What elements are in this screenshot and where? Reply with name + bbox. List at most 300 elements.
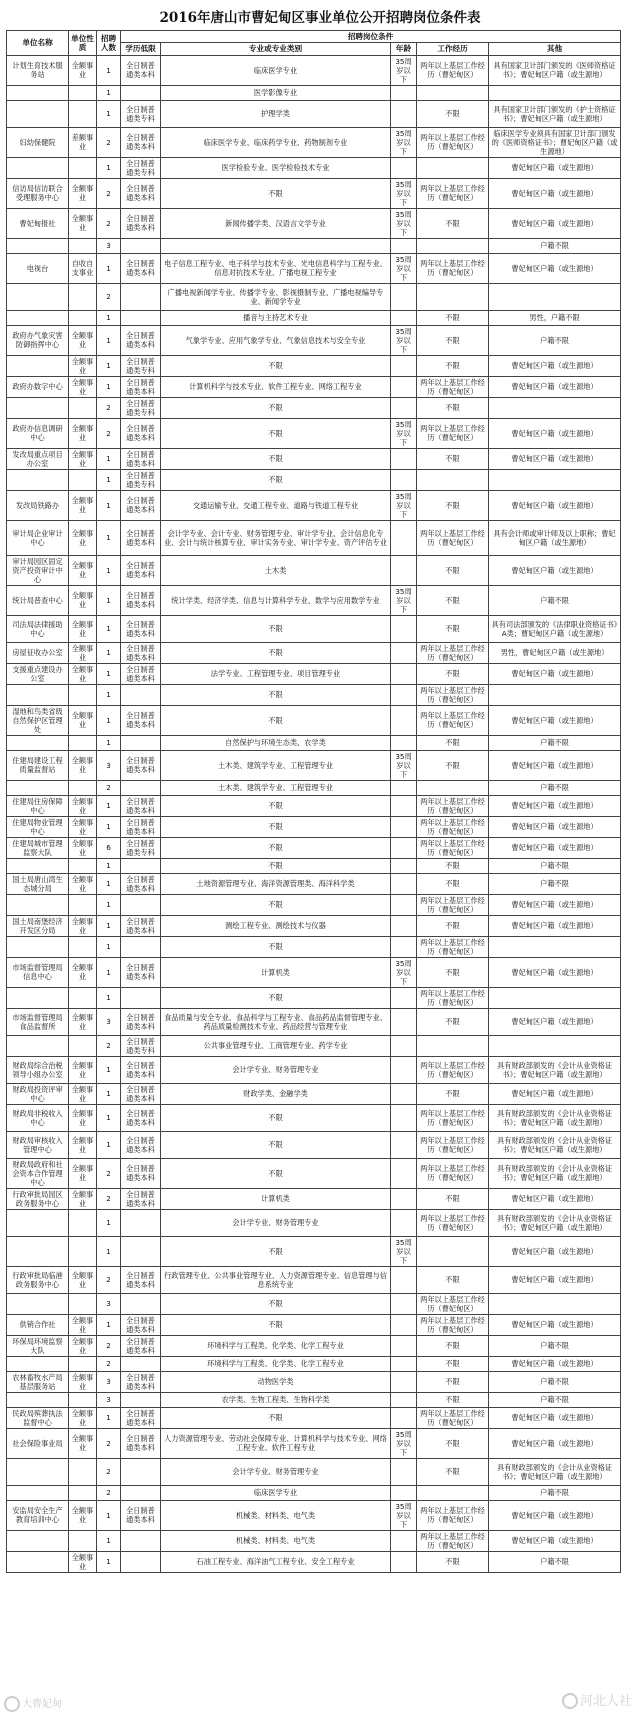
- cell-major: 动物医学类: [161, 1371, 391, 1392]
- cell-edu: 全日制普通类本科: [121, 915, 161, 936]
- cell-nature: [69, 1485, 97, 1500]
- cell-major: 行政管理专业、公共事业管理专业、人力资源管理专业、信息管理与信息系统专业: [161, 1266, 391, 1293]
- cell-edu: 全日制普通类本科: [121, 520, 161, 555]
- cell-other: 具有会计师或审计师及以上职称；曹妃甸区户籍（或生源地）: [489, 520, 621, 555]
- cell-edu: 全日制普通类本科: [121, 1008, 161, 1035]
- cell-exp: 不限: [417, 310, 489, 325]
- wechat-icon: [562, 1693, 578, 1709]
- cell-major: 不限: [161, 684, 391, 705]
- cell-edu: 全日制普通类本科: [121, 957, 161, 987]
- cell-nature: [69, 1458, 97, 1485]
- cell-exp: 不限: [417, 1551, 489, 1572]
- cell-nature: [69, 1209, 97, 1236]
- cell-exp: 不限: [417, 873, 489, 894]
- table-row: [7, 1188, 621, 1209]
- cell-nature: [69, 310, 97, 325]
- table-row: [7, 418, 621, 448]
- cell-nature: 全额事业: [69, 795, 97, 816]
- cell-nature: 全额事业: [69, 208, 97, 238]
- table-row: [7, 1551, 621, 1572]
- cell-unit: [7, 1530, 69, 1551]
- table-row: [7, 1500, 621, 1530]
- cell-age: [391, 1035, 417, 1056]
- cell-other: 曹妃甸区户籍（或生源地）: [489, 750, 621, 780]
- table-row: [7, 873, 621, 894]
- cell-edu: 全日制普通类本科: [121, 1056, 161, 1083]
- cell-other: [489, 987, 621, 1008]
- table-row: [7, 816, 621, 837]
- cell-exp: 两年以上基层工作经历（曹妃甸区）: [417, 987, 489, 1008]
- cell-major: 不限: [161, 1131, 391, 1158]
- cell-exp: 两年以上基层工作经历（曹妃甸区）: [417, 418, 489, 448]
- cell-other: 户籍不限: [489, 873, 621, 894]
- cell-age: [391, 894, 417, 915]
- cell-age: [391, 1266, 417, 1293]
- cell-count: 1: [97, 957, 121, 987]
- cell-unit: [7, 1035, 69, 1056]
- cell-other: 曹妃甸区户籍（或生源地）: [489, 1530, 621, 1551]
- cell-count: 1: [97, 936, 121, 957]
- cell-other: [489, 283, 621, 310]
- cell-unit: 农林畜牧水产局基层服务站: [7, 1371, 69, 1392]
- cell-exp: 不限: [417, 448, 489, 469]
- cell-age: [391, 735, 417, 750]
- cell-age: 35周岁以下: [391, 1500, 417, 1530]
- table-row: [7, 520, 621, 555]
- table-row: [7, 397, 621, 418]
- cell-edu: 全日制普通类本科: [121, 816, 161, 837]
- cell-exp: 两年以上基层工作经历（曹妃甸区）: [417, 837, 489, 858]
- cell-unit: [7, 1293, 69, 1314]
- cell-unit: 国土局南堡经济开发区分局: [7, 915, 69, 936]
- cell-major: 不限: [161, 1314, 391, 1335]
- cell-edu: 全日制普通类本科: [121, 1131, 161, 1158]
- cell-major: 自然保护与环境生态类、农学类: [161, 735, 391, 750]
- cell-major: 不限: [161, 1158, 391, 1188]
- cell-other: 曹妃甸区户籍（或生源地）: [489, 157, 621, 178]
- cell-count: 2: [97, 780, 121, 795]
- header-count: 招聘人数: [97, 31, 121, 56]
- cell-nature: 全额事业: [69, 915, 97, 936]
- cell-count: 2: [97, 397, 121, 418]
- cell-major: 机械类、材料类、电气类: [161, 1530, 391, 1551]
- cell-other: 曹妃甸区户籍（或生源地）: [489, 1314, 621, 1335]
- cell-unit: [7, 780, 69, 795]
- cell-nature: [69, 1356, 97, 1371]
- table-row: [7, 894, 621, 915]
- cell-exp: 两年以上基层工作经历（曹妃甸区）: [417, 1104, 489, 1131]
- cell-count: 1: [97, 1314, 121, 1335]
- cell-nature: 全额事业: [69, 55, 97, 85]
- cell-count: 1: [97, 1500, 121, 1530]
- cell-other: 曹妃甸区户籍（或生源地）: [489, 1236, 621, 1266]
- cell-edu: 全日制普通类本科: [121, 705, 161, 735]
- cell-age: [391, 705, 417, 735]
- cell-other: 户籍不限: [489, 1335, 621, 1356]
- cell-major: 新闻传播学类、汉语言文学专业: [161, 208, 391, 238]
- cell-exp: 不限: [417, 1428, 489, 1458]
- cell-edu: 全日制普通类本科: [121, 490, 161, 520]
- cell-count: 1: [97, 325, 121, 355]
- cell-unit: [7, 355, 69, 376]
- cell-edu: 全日制普通类专科: [121, 837, 161, 858]
- cell-count: 2: [97, 1266, 121, 1293]
- cell-major: 土地资源管理专业、海洋资源管理类、海洋科学类: [161, 873, 391, 894]
- cell-exp: 不限: [417, 1458, 489, 1485]
- cell-major: 不限: [161, 418, 391, 448]
- table-row: [7, 238, 621, 253]
- cell-age: [391, 555, 417, 585]
- cell-exp: 两年以上基层工作经历（曹妃甸区）: [417, 55, 489, 85]
- cell-age: [391, 520, 417, 555]
- cell-exp: 两年以上基层工作经历（曹妃甸区）: [417, 642, 489, 663]
- cell-major: 农学类、生物工程类、生物科学类: [161, 1392, 391, 1407]
- cell-count: 1: [97, 157, 121, 178]
- cell-edu: 全日制普通类本科: [121, 1104, 161, 1131]
- cell-unit: 电视台: [7, 253, 69, 283]
- cell-major: 不限: [161, 705, 391, 735]
- cell-edu: 全日制普通类本科: [121, 1335, 161, 1356]
- cell-exp: 两年以上基层工作经历（曹妃甸区）: [417, 376, 489, 397]
- cell-unit: 发改局重点项目办公室: [7, 448, 69, 469]
- cell-edu: 全日制普通类本科: [121, 642, 161, 663]
- cell-other: 曹妃甸区户籍（或生源地）: [489, 1500, 621, 1530]
- cell-major: 会计学专业、财务管理专业: [161, 1209, 391, 1236]
- cell-other: 曹妃甸区户籍（或生源地）: [489, 1008, 621, 1035]
- cell-count: 1: [97, 894, 121, 915]
- cell-nature: 全额事业: [69, 1500, 97, 1530]
- cell-exp: 两年以上基层工作经历（曹妃甸区）: [417, 894, 489, 915]
- cell-other: 曹妃甸区户籍（或生源地）: [489, 376, 621, 397]
- cell-count: 1: [97, 310, 121, 325]
- table-row: [7, 1008, 621, 1035]
- cell-count: 2: [97, 1158, 121, 1188]
- cell-edu: [121, 310, 161, 325]
- cell-unit: [7, 469, 69, 490]
- cell-major: 计算机科学与技术专业、软件工程专业、网络工程专业: [161, 376, 391, 397]
- cell-nature: 全额事业: [69, 1131, 97, 1158]
- cell-unit: 支援重点建设办公室: [7, 663, 69, 684]
- cell-major: 不限: [161, 837, 391, 858]
- cell-nature: 全额事业: [69, 1551, 97, 1572]
- cell-age: [391, 1314, 417, 1335]
- cell-edu: 全日制普通类本科: [121, 795, 161, 816]
- cell-age: [391, 1551, 417, 1572]
- cell-exp: 不限: [417, 957, 489, 987]
- cell-other: 户籍不限: [489, 1551, 621, 1572]
- cell-exp: 不限: [417, 1356, 489, 1371]
- table-row: [7, 100, 621, 127]
- cell-major: 环境科学与工程类、化学类、化学工程专业: [161, 1335, 391, 1356]
- cell-age: [391, 1131, 417, 1158]
- cell-edu: 全日制普通类专科: [121, 157, 161, 178]
- cell-exp: [417, 157, 489, 178]
- cell-exp: 不限: [417, 100, 489, 127]
- cell-other: 具有财政部颁发的《会计从业资格证书》；曹妃甸区户籍（或生源地）: [489, 1458, 621, 1485]
- cell-other: 户籍不限: [489, 1485, 621, 1500]
- cell-other: 曹妃甸区户籍（或生源地）: [489, 816, 621, 837]
- cell-major: 不限: [161, 987, 391, 1008]
- cell-count: 1: [97, 376, 121, 397]
- cell-nature: 全额事业: [69, 490, 97, 520]
- cell-count: 1: [97, 448, 121, 469]
- cell-exp: 两年以上基层工作经历（曹妃甸区）: [417, 127, 489, 157]
- cell-exp: 两年以上基层工作经历（曹妃甸区）: [417, 684, 489, 705]
- cell-nature: 全额事业: [69, 585, 97, 615]
- cell-count: 1: [97, 615, 121, 642]
- cell-edu: [121, 1551, 161, 1572]
- cell-age: [391, 1056, 417, 1083]
- cell-count: 1: [97, 873, 121, 894]
- cell-age: [391, 397, 417, 418]
- cell-unit: 财政局审核收入管理中心: [7, 1131, 69, 1158]
- cell-nature: 全额事业: [69, 873, 97, 894]
- cell-nature: 全额事业: [69, 1266, 97, 1293]
- table-row: [7, 1356, 621, 1371]
- cell-exp: 两年以上基层工作经历（曹妃甸区）: [417, 1158, 489, 1188]
- cell-major: 不限: [161, 858, 391, 873]
- cell-edu: [121, 1356, 161, 1371]
- cell-count: 2: [97, 1335, 121, 1356]
- cell-exp: 两年以上基层工作经历（曹妃甸区）: [417, 705, 489, 735]
- cell-edu: [121, 1485, 161, 1500]
- cell-edu: 全日制普通类本科: [121, 663, 161, 684]
- cell-edu: 全日制普通类本科: [121, 208, 161, 238]
- cell-edu: [121, 1530, 161, 1551]
- cell-count: 2: [97, 1485, 121, 1500]
- cell-age: [391, 100, 417, 127]
- cell-age: [391, 1485, 417, 1500]
- cell-count: 2: [97, 1458, 121, 1485]
- cell-major: 计算机类: [161, 1188, 391, 1209]
- cell-nature: 全额事业: [69, 448, 97, 469]
- cell-nature: 全额事业: [69, 1008, 97, 1035]
- cell-unit: 曹妃甸报社: [7, 208, 69, 238]
- cell-major: 土木类、建筑学专业、工程管理专业: [161, 780, 391, 795]
- cell-count: 1: [97, 85, 121, 100]
- cell-count: 1: [97, 1407, 121, 1428]
- cell-unit: 民政局殡葬执法监督中心: [7, 1407, 69, 1428]
- cell-nature: 全额事业: [69, 663, 97, 684]
- cell-exp: 不限: [417, 1008, 489, 1035]
- cell-nature: 全额事业: [69, 1158, 97, 1188]
- cell-other: 具有国家卫计部门颁发的《护士资格证书》；曹妃甸区户籍（或生源地）: [489, 100, 621, 127]
- cell-exp: 两年以上基层工作经历（曹妃甸区）: [417, 1293, 489, 1314]
- cell-nature: 全额事业: [69, 1428, 97, 1458]
- cell-major: 不限: [161, 448, 391, 469]
- cell-count: 2: [97, 178, 121, 208]
- cell-nature: 全额事业: [69, 555, 97, 585]
- cell-nature: 全额事业: [69, 1188, 97, 1209]
- cell-exp: [417, 1035, 489, 1056]
- cell-unit: [7, 1236, 69, 1266]
- header-edu: 学历低限: [121, 43, 161, 55]
- cell-unit: 政府办数字中心: [7, 376, 69, 397]
- cell-unit: [7, 858, 69, 873]
- cell-major: 临床医学专业、临床药学专业、药物制剂专业: [161, 127, 391, 157]
- cell-age: [391, 238, 417, 253]
- table-row: [7, 750, 621, 780]
- cell-unit: 发改局铁路办: [7, 490, 69, 520]
- table-row: [7, 1083, 621, 1104]
- table-row: [7, 1293, 621, 1314]
- cell-count: 1: [97, 100, 121, 127]
- cell-unit: 计划生育技术服务站: [7, 55, 69, 85]
- cell-unit: 行政审批局园区政务服务中心: [7, 1188, 69, 1209]
- cell-edu: [121, 780, 161, 795]
- cell-exp: [417, 85, 489, 100]
- cell-nature: 全额事业: [69, 1104, 97, 1131]
- cell-edu: [121, 936, 161, 957]
- cell-count: 2: [97, 1188, 121, 1209]
- cell-major: 计算机类: [161, 957, 391, 987]
- cell-exp: 两年以上基层工作经历（曹妃甸区）: [417, 1530, 489, 1551]
- cell-exp: 不限: [417, 735, 489, 750]
- cell-nature: [69, 397, 97, 418]
- cell-other: 临床医学专业须具有国家卫计部门颁发的《医师资格证书》；曹妃甸区户籍（或生源地）: [489, 127, 621, 157]
- table-row: [7, 1266, 621, 1293]
- cell-exp: 不限: [417, 355, 489, 376]
- cell-count: 1: [97, 520, 121, 555]
- cell-edu: 全日制普通类本科: [121, 1428, 161, 1458]
- cell-other: [489, 469, 621, 490]
- cell-age: [391, 1458, 417, 1485]
- cell-nature: 全额事业: [69, 325, 97, 355]
- cell-nature: 全额事业: [69, 1083, 97, 1104]
- cell-edu: [121, 238, 161, 253]
- cell-major: 不限: [161, 795, 391, 816]
- cell-major: 不限: [161, 397, 391, 418]
- table-row: [7, 355, 621, 376]
- cell-unit: [7, 1209, 69, 1236]
- cell-count: 1: [97, 795, 121, 816]
- watermark-left: 大曹妃甸: [4, 1695, 62, 1712]
- cell-major: 广播电视新闻学专业、传播学专业、影视摄制专业、广播电视编导专业、新闻学专业: [161, 283, 391, 310]
- cell-count: 1: [97, 1209, 121, 1236]
- cell-count: 1: [97, 585, 121, 615]
- cell-other: 户籍不限: [489, 238, 621, 253]
- cell-major: 电子信息工程专业、电子科学与技术专业、光电信息科学与工程专业、信息对抗技术专业、广播电视工程专业: [161, 253, 391, 283]
- cell-exp: 两年以上基层工作经历（曹妃甸区）: [417, 178, 489, 208]
- cell-exp: 不限: [417, 615, 489, 642]
- cell-major: 不限: [161, 936, 391, 957]
- cell-count: 1: [97, 469, 121, 490]
- cell-exp: 不限: [417, 325, 489, 355]
- cell-major: 播音与主持艺术专业: [161, 310, 391, 325]
- cell-age: [391, 310, 417, 325]
- cell-age: 35周岁以下: [391, 585, 417, 615]
- cell-count: 1: [97, 1131, 121, 1158]
- cell-edu: 全日制普通类本科: [121, 418, 161, 448]
- cell-nature: [69, 735, 97, 750]
- cell-count: 1: [97, 1056, 121, 1083]
- table-row: [7, 1056, 621, 1083]
- cell-nature: [69, 1392, 97, 1407]
- cell-exp: [417, 780, 489, 795]
- cell-unit: [7, 310, 69, 325]
- cell-exp: 不限: [417, 663, 489, 684]
- cell-age: [391, 1371, 417, 1392]
- table-row: [7, 615, 621, 642]
- cell-unit: [7, 936, 69, 957]
- cell-age: [391, 1392, 417, 1407]
- cell-exp: [417, 283, 489, 310]
- cell-nature: [69, 1236, 97, 1266]
- cell-major: 不限: [161, 1236, 391, 1266]
- cell-nature: [69, 936, 97, 957]
- cell-edu: 全日制普通类本科: [121, 1371, 161, 1392]
- cell-other: 曹妃甸区户籍（或生源地）: [489, 915, 621, 936]
- table-row: [7, 1485, 621, 1500]
- cell-count: 2: [97, 1356, 121, 1371]
- cell-unit: 财政局投资评审中心: [7, 1083, 69, 1104]
- cell-edu: [121, 1293, 161, 1314]
- table-header: [7, 31, 621, 56]
- cell-edu: 全日制普通类本科: [121, 253, 161, 283]
- table-row: [7, 448, 621, 469]
- cell-other: 曹妃甸区户籍（或生源地）: [489, 663, 621, 684]
- cell-exp: 不限: [417, 1392, 489, 1407]
- cell-exp: [417, 469, 489, 490]
- cell-count: 3: [97, 1392, 121, 1407]
- cell-nature: 全额事业: [69, 750, 97, 780]
- cell-other: 曹妃甸区户籍（或生源地）: [489, 1266, 621, 1293]
- cell-age: [391, 1530, 417, 1551]
- table-row: [7, 1314, 621, 1335]
- cell-unit: [7, 735, 69, 750]
- table-body: [7, 55, 621, 1572]
- cell-age: 35周岁以下: [391, 750, 417, 780]
- cell-age: [391, 795, 417, 816]
- cell-age: 35周岁以下: [391, 127, 417, 157]
- cell-age: [391, 1335, 417, 1356]
- cell-age: [391, 1083, 417, 1104]
- table-row: [7, 1035, 621, 1056]
- cell-age: [391, 355, 417, 376]
- table-row: [7, 157, 621, 178]
- cell-age: [391, 1158, 417, 1188]
- cell-other: 曹妃甸区户籍（或生源地）: [489, 1407, 621, 1428]
- cell-count: 1: [97, 1104, 121, 1131]
- cell-nature: 全额事业: [69, 615, 97, 642]
- cell-age: [391, 376, 417, 397]
- cell-age: [391, 858, 417, 873]
- cell-count: 1: [97, 1551, 121, 1572]
- cell-edu: 全日制普通类本科: [121, 1266, 161, 1293]
- table-row: [7, 1104, 621, 1131]
- cell-unit: [7, 1458, 69, 1485]
- cell-edu: 全日制普通类本科: [121, 1407, 161, 1428]
- cell-nature: [69, 894, 97, 915]
- table-row: [7, 837, 621, 858]
- cell-nature: 全额事业: [69, 355, 97, 376]
- cell-edu: 全日制普通类本科: [121, 1188, 161, 1209]
- cell-exp: 两年以上基层工作经历（曹妃甸区）: [417, 1407, 489, 1428]
- cell-exp: 两年以上基层工作经历（曹妃甸区）: [417, 1209, 489, 1236]
- cell-other: 具有财政部颁发的《会计从业资格证书》；曹妃甸区户籍（或生源地）: [489, 1056, 621, 1083]
- cell-exp: 不限: [417, 585, 489, 615]
- cell-age: [391, 1209, 417, 1236]
- cell-other: 具有国家卫计部门颁发的《医师资格证书》；曹妃甸区户籍（或生源地）: [489, 55, 621, 85]
- cell-count: 1: [97, 705, 121, 735]
- cell-major: 不限: [161, 1293, 391, 1314]
- cell-major: 临床医学专业: [161, 1485, 391, 1500]
- cell-major: 统计学类、经济学类、信息与计算科学专业、数学与应用数学专业: [161, 585, 391, 615]
- cell-exp: 两年以上基层工作经历（曹妃甸区）: [417, 520, 489, 555]
- cell-other: 曹妃甸区户籍（或生源地）: [489, 1356, 621, 1371]
- cell-other: 曹妃甸区户籍（或生源地）: [489, 795, 621, 816]
- cell-major: 交通运输专业、交通工程专业、道路与铁道工程专业: [161, 490, 391, 520]
